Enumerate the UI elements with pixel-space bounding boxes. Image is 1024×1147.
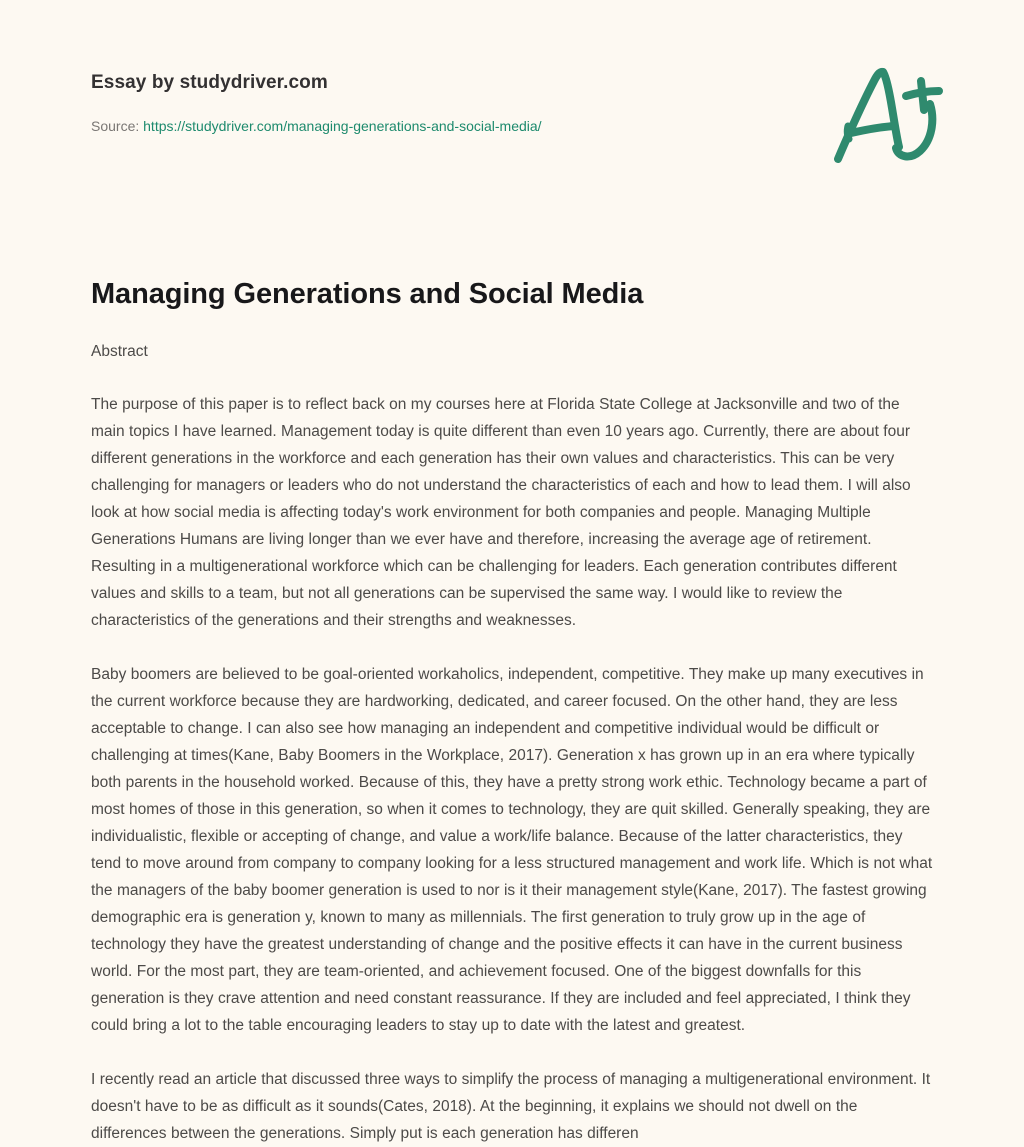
document-body [0,182,1024,1147]
body-paragraph: The purpose of this paper is to reflect back on my courses here at Florida State College at Jacksonville and two of the main topics I have learned. Management today is quite different than even 10 years ago. Currently, there are about four different generations in the workforce and each generation has their own values and characteristics. This can be very challenging for managers or leaders who do not understand the characteristics of each and how to lead them. I will also look at how social media is affecting today's work environment for both companies and people. Managing Multiple Generations Humans are living longer than we ever have and therefore, increasing the average age of retirement. Resulting in a multigenerational workforce which can be challenging for leaders. Each generation contributes different values and skills to a team, but not all generations can be supervised the same way. I would like to review the characteristics of the generations and their strengths and weaknesses. [91,395,911,629]
byline: Essay by studydriver.com [91,72,328,93]
source-line [91,117,933,135]
body-paragraph: I recently read an article that discussed three ways to simplify the process of managing a multigenerational environment. It doesn't have to be as difficult as it sounds(Cates, 2018). At the beginning, it explains we should not dwell on the differences between the generations. Simply put is each generation has differen [91,1070,931,1142]
source-url-link[interactable]: https://studydriver.com/managing-generations-and-social-media/ [143,117,542,134]
source-label: Source: [91,117,140,134]
section-label-abstract: Abstract [91,343,148,361]
body-paragraph: Baby boomers are believed to be goal-oriented workaholics, independent, competitive. They make up many executives in the current workforce because they are hardworking, dedicated, and career focused. On the other hand, they are less acceptable to change. I can also see how managing an independent and competitive individual would be difficult or challenging at times(Kane, Baby Boomers in the Workplace, 2017). Generation x has grown up in an era where typically both parents in the household worked. Because of this, they have a pretty strong work ethic. Technology became a part of most homes of those in this generation, so when it comes to technology, they are quit skilled. Generally speaking, they are individualistic, flexible or accepting of change, and value a work/life balance. Because of the latter characteristics, they tend to move around from company to company looking for a less structured management and work life. Which is not what the managers of the baby boomer generation is used to nor is it their management style(Kane, 2017). The fastest growing demographic era is generation y, known to many as millennials. The first generation to truly grow up in the age of technology they have the greatest understanding of change and the positive effects it can have in the current business world. For the most part, they are team-oriented, and achievement focused. One of the biggest downfalls for this generation is they crave attention and need constant reassurance. If they are included and feel appreciated, I think they could bring a lot to the table encouraging leaders to stay up to date with the latest and greatest. [91,665,933,1034]
studydriver-logo[interactable] [826,60,946,168]
document-header [0,0,1024,182]
page-title: Managing Generations and Social Media [91,278,644,310]
